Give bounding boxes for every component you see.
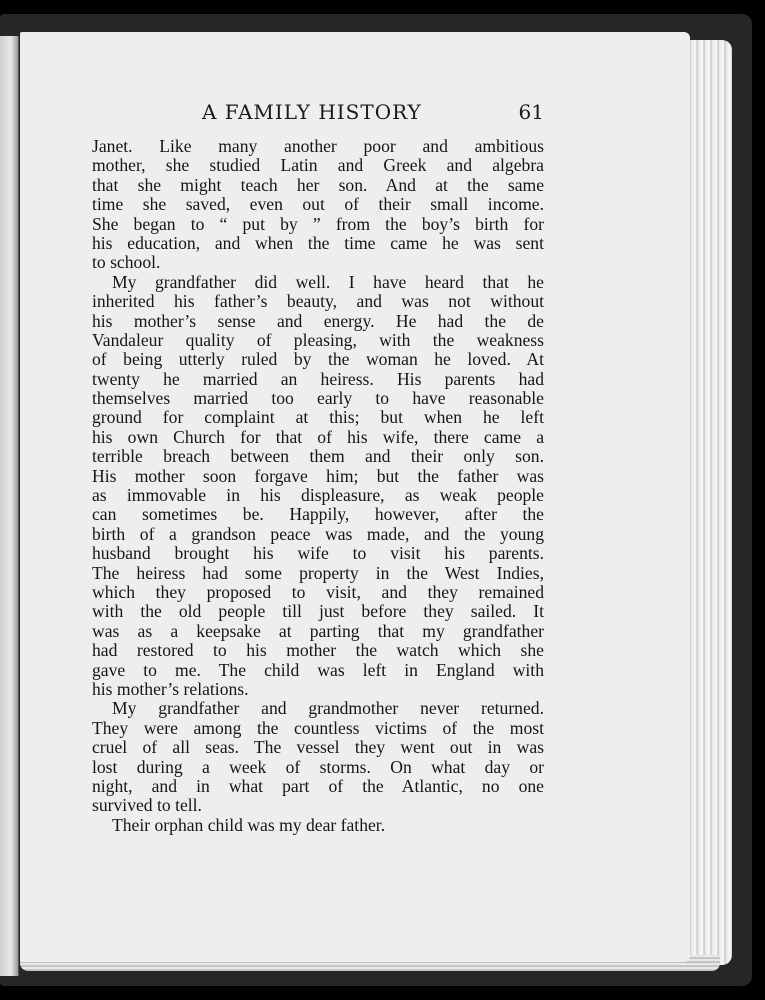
text-line: his own Church for that of his wife, there came a bbox=[92, 426, 544, 447]
text-line: that she might teach her son. And at the same bbox=[92, 174, 544, 195]
text-line: She began to “ put by ” from the boy’s birth for bbox=[92, 213, 544, 234]
text-line: They were among the countless victims of the most bbox=[92, 717, 544, 738]
text-line: Their orphan child was my dear father. bbox=[112, 814, 386, 835]
text-line: was as a keepsake at parting that my grandfather bbox=[92, 620, 544, 641]
text-line: twenty he married an heiress. His parents had bbox=[92, 368, 544, 389]
text-line: which they proposed to visit, and they remained bbox=[92, 581, 544, 602]
text-line: ground for complaint at this; but when he left bbox=[92, 407, 544, 428]
body-text bbox=[92, 137, 544, 835]
running-head bbox=[92, 98, 544, 128]
text-line: as immovable in his displeasure, as weak people bbox=[92, 485, 544, 506]
text-line: his mother’s relations. bbox=[92, 678, 249, 699]
text-line: gave to me. The child was left in England with bbox=[92, 659, 544, 680]
text-line: time she saved, even out of their small income. bbox=[92, 194, 544, 215]
text-line: night, and in what part of the Atlantic, no one bbox=[92, 775, 544, 796]
text-line: inherited his father’s beauty, and was not without bbox=[92, 291, 544, 312]
text-line: with the old people till just before they sailed. It bbox=[92, 601, 544, 622]
text-line: mother, she studied Latin and Greek and algebra bbox=[92, 155, 544, 176]
text-line: his education, and when the time came he was sent bbox=[92, 232, 544, 253]
text-line: had restored to his mother the watch which she bbox=[92, 640, 544, 661]
text-line: to school. bbox=[92, 252, 161, 273]
left-page-edge bbox=[0, 36, 19, 976]
text-line: Vandaleur quality of pleasing, with the weakness bbox=[92, 329, 544, 350]
text-line: themselves married too early to have reasonable bbox=[92, 388, 544, 409]
text-line: His mother soon forgave him; but the father was bbox=[92, 465, 544, 486]
text-line: can sometimes be. Happily, however, after the bbox=[92, 504, 544, 525]
text-line: My grandfather and grandmother never returned. bbox=[112, 698, 544, 719]
page-number: 61 bbox=[518, 100, 544, 124]
text-line: survived to tell. bbox=[92, 795, 202, 816]
text-line: My grandfather did well. I have heard that he bbox=[112, 271, 544, 292]
text-line: terrible breach between them and their only son. bbox=[92, 446, 544, 467]
text-line: lost during a week of storms. On what day or bbox=[92, 756, 544, 777]
text-line: Janet. Like many another poor and ambitious bbox=[92, 136, 544, 156]
text-line: birth of a grandson peace was made, and the young bbox=[92, 523, 544, 544]
text-line: of being utterly ruled by the woman he loved. At bbox=[92, 349, 544, 370]
text-line: The heiress had some property in the West Indies, bbox=[92, 562, 544, 583]
text-line: his mother’s sense and energy. He had the de bbox=[92, 310, 544, 331]
text-line: cruel of all seas. The vessel they went out in was bbox=[92, 737, 544, 758]
text-line: husband brought his wife to visit his parents. bbox=[92, 543, 544, 564]
running-title: A FAMILY HISTORY bbox=[202, 100, 422, 124]
